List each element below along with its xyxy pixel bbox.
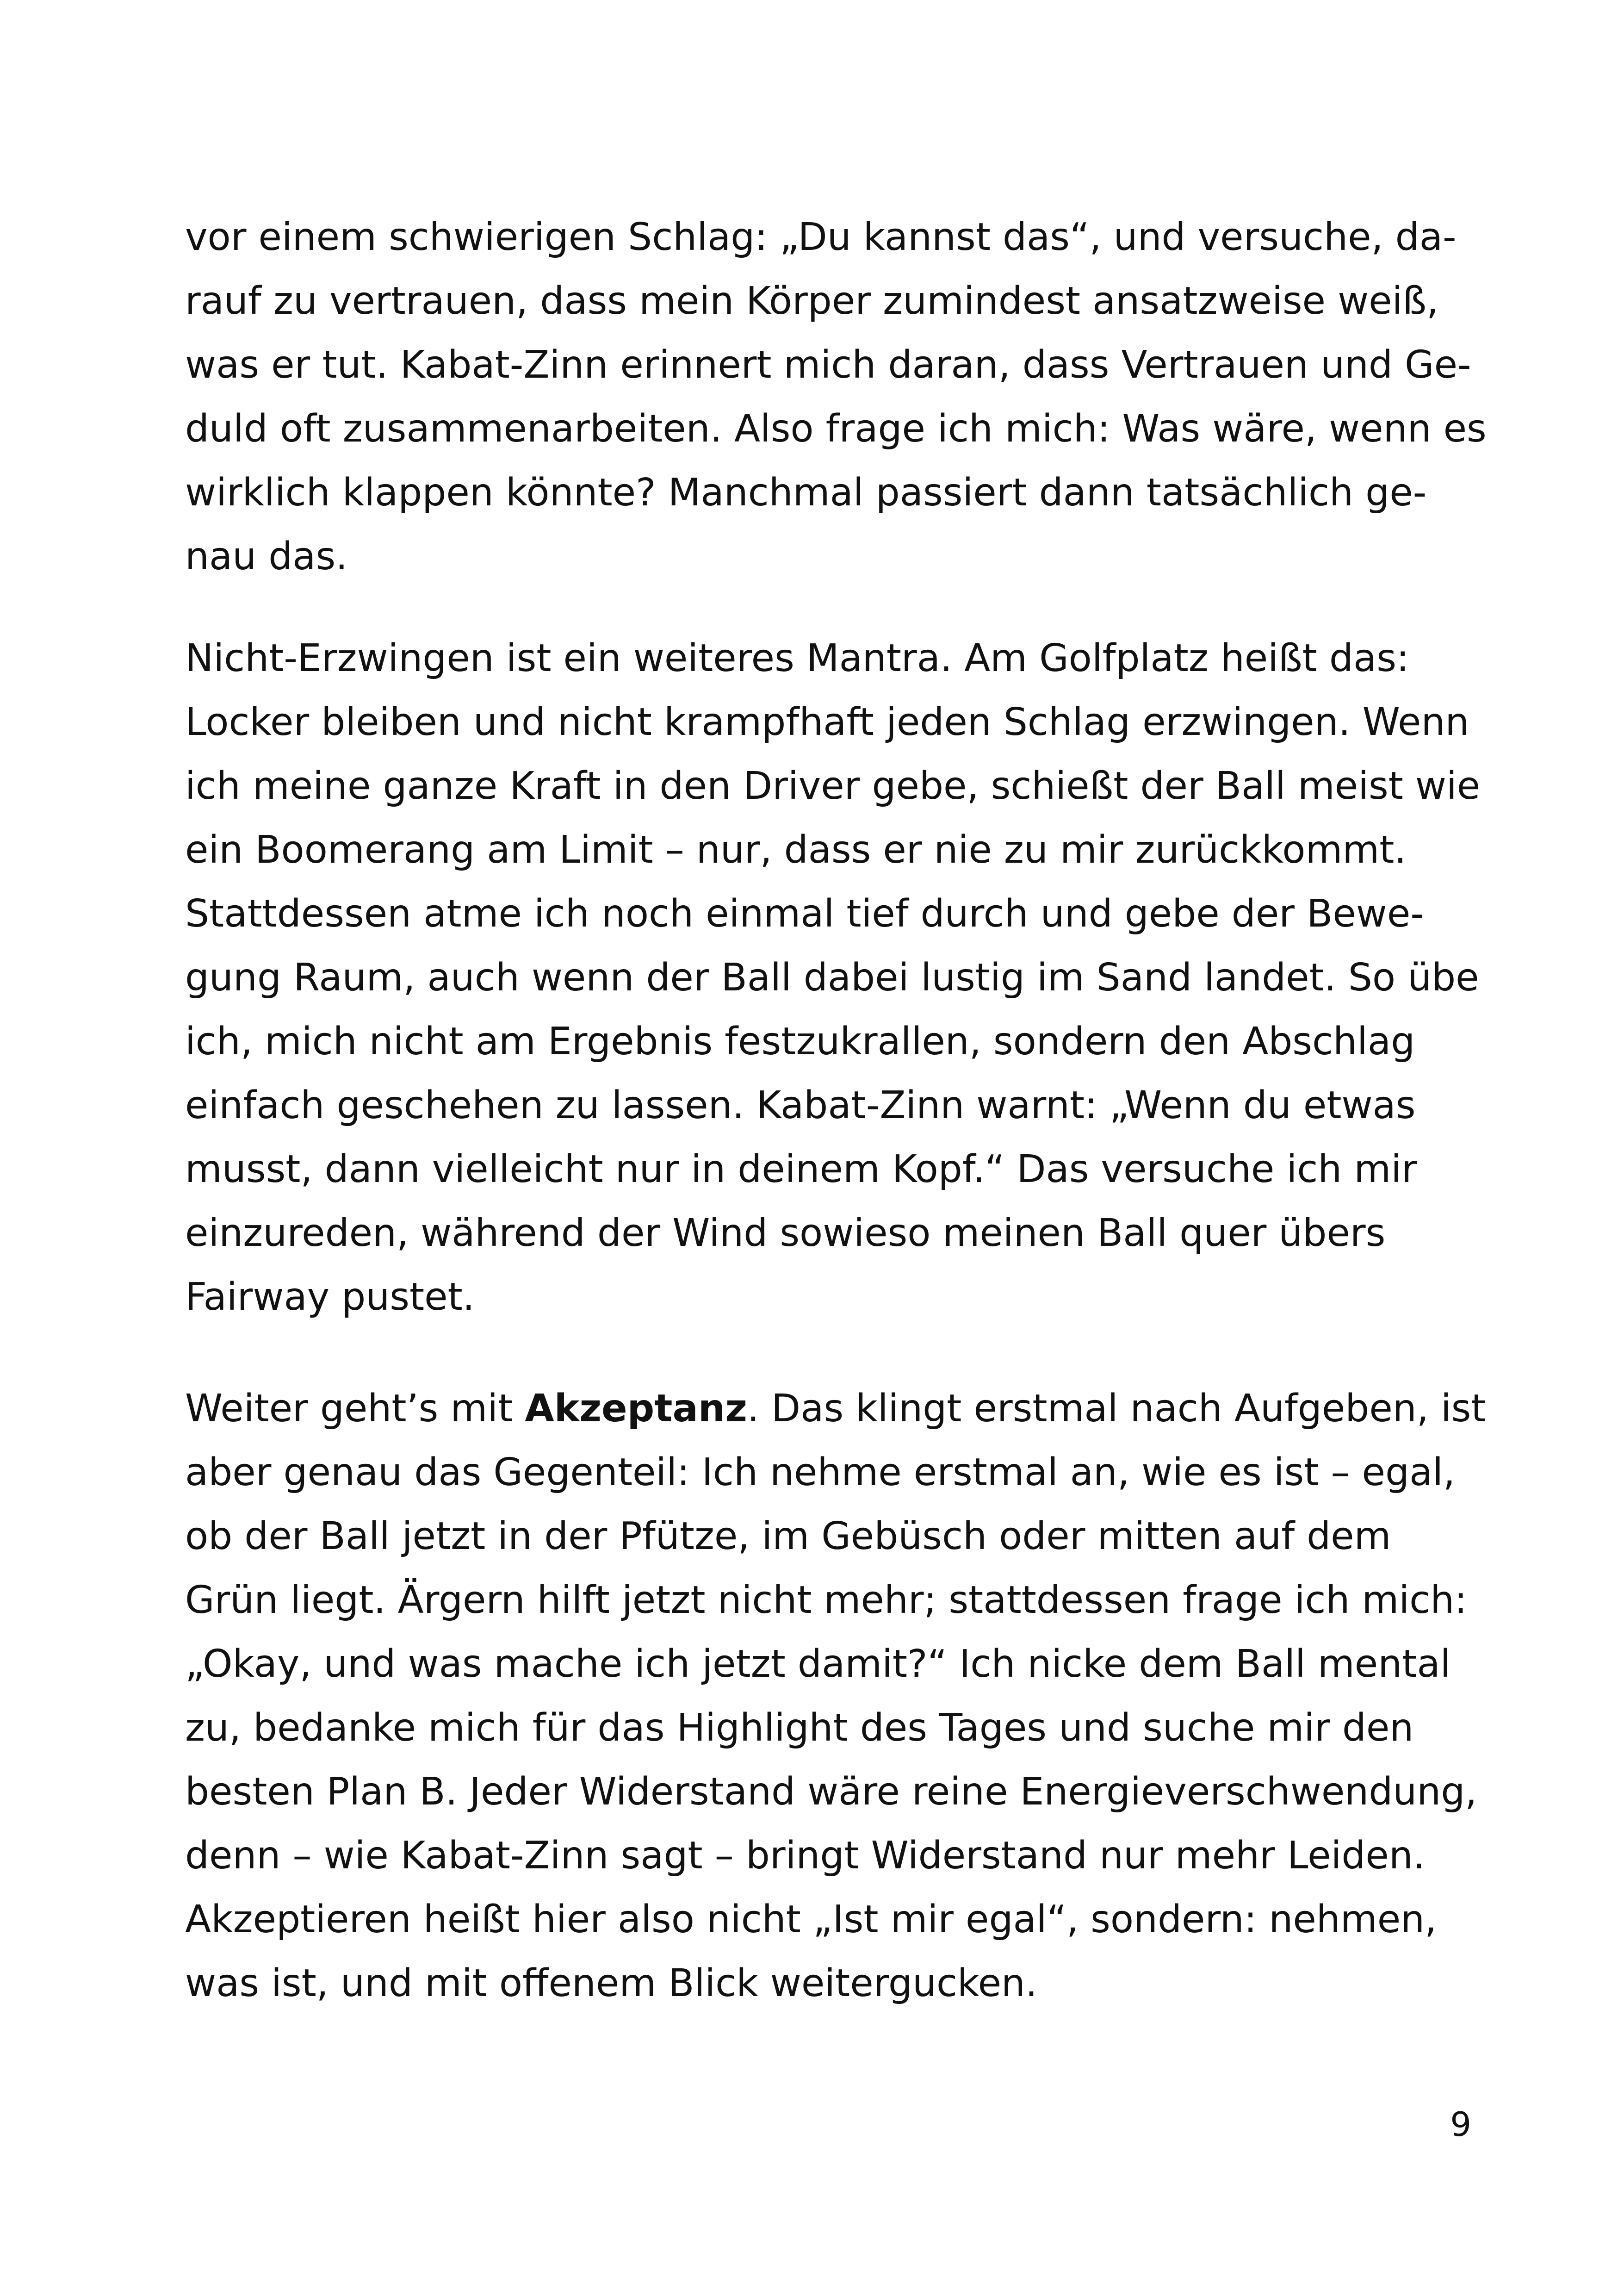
text-run: . Das klingt erstmal nach Aufgeben, ist <box>747 1387 1486 1431</box>
text-line: denn – wie Kabat-Zinn sagt – bringt Widerstand nur mehr Leiden. <box>185 1834 1425 1878</box>
text-line: „Okay, und was mache ich jetzt damit?“ Ich nicke dem Ball mental <box>185 1642 1451 1686</box>
text-line: ich, mich nicht am Ergebnis festzukrallen, sondern den Abschlag <box>185 1020 1415 1064</box>
paragraph-non-striving <box>185 627 1481 1329</box>
text-line: Akzeptieren heißt hier also nicht „Ist mir egal“, sondern: nehmen, <box>185 1898 1437 1941</box>
text-line: duld oft zusammenarbeiten. Also frage ich mich: Was wäre, wenn es <box>185 407 1487 451</box>
text-line: Grün liegt. Ärgern hilft jetzt nicht mehr; stattdessen frage ich mich: <box>185 1578 1467 1622</box>
text-line: ein Boomerang am Limit – nur, dass er nie zu mir zurückkommt. <box>185 828 1407 872</box>
text-line: ich meine ganze Kraft in den Driver gebe, schießt der Ball meist wie <box>185 764 1481 808</box>
text-line: Stattdessen atme ich noch einmal tief durch und gebe der Bewe- <box>185 892 1424 936</box>
text-line: Nicht-Erzwingen ist ein weiteres Mantra. Am Golfplatz heißt das: <box>185 636 1409 680</box>
text-line: vor einem schwierigen Schlag: „Du kannst das“, und versuche, da- <box>185 215 1457 259</box>
text-line: nau das. <box>185 535 348 579</box>
text-line: was er tut. Kabat-Zinn erinnert mich daran, dass Vertrauen und Ge- <box>185 343 1471 387</box>
text-line: gung Raum, auch wenn der Ball dabei lustig im Sand landet. So übe <box>185 956 1479 1000</box>
text-line: zu, bedanke mich für das Highlight des Tages und suche mir den <box>185 1706 1414 1750</box>
text-line: ob der Ball jetzt in der Pfütze, im Gebüsch oder mitten auf dem <box>185 1514 1391 1558</box>
text-line: musst, dann vielleicht nur in deinem Kopf.“ Das versuche ich mir <box>185 1147 1417 1191</box>
text-line-with-emphasis <box>185 1377 1486 1441</box>
text-line: Locker bleiben und nicht krampfhaft jeden Schlag erzwingen. Wenn <box>185 700 1469 744</box>
text-line: einzureden, während der Wind sowieso meinen Ball quer übers <box>185 1211 1386 1255</box>
text-line: was ist, und mit offenem Blick weitergucken. <box>185 1961 1038 2005</box>
text-line: einfach geschehen zu lassen. Kabat-Zinn warnt: „Wenn du etwas <box>185 1083 1416 1127</box>
emphasis-akzeptanz: Akzeptanz <box>525 1387 747 1431</box>
text-line: besten Plan B. Jeder Widerstand wäre reine Energieverschwendung, <box>185 1770 1477 1814</box>
text-line: wirklich klappen könnte? Manchmal passiert dann tatsächlich ge- <box>185 471 1427 515</box>
paragraph-trust <box>185 205 1487 589</box>
page-number: 9 <box>1450 2105 1471 2144</box>
text-line: Fairway pustet. <box>185 1275 475 1319</box>
text-line: rauf zu vertrauen, dass mein Körper zumindest ansatzweise weiß, <box>185 279 1439 323</box>
text-run: Weiter geht’s mit <box>185 1387 525 1431</box>
paragraph-acceptance <box>185 1377 1486 2016</box>
text-line: aber genau das Gegenteil: Ich nehme erstmal an, wie es ist – egal, <box>185 1450 1456 1494</box>
